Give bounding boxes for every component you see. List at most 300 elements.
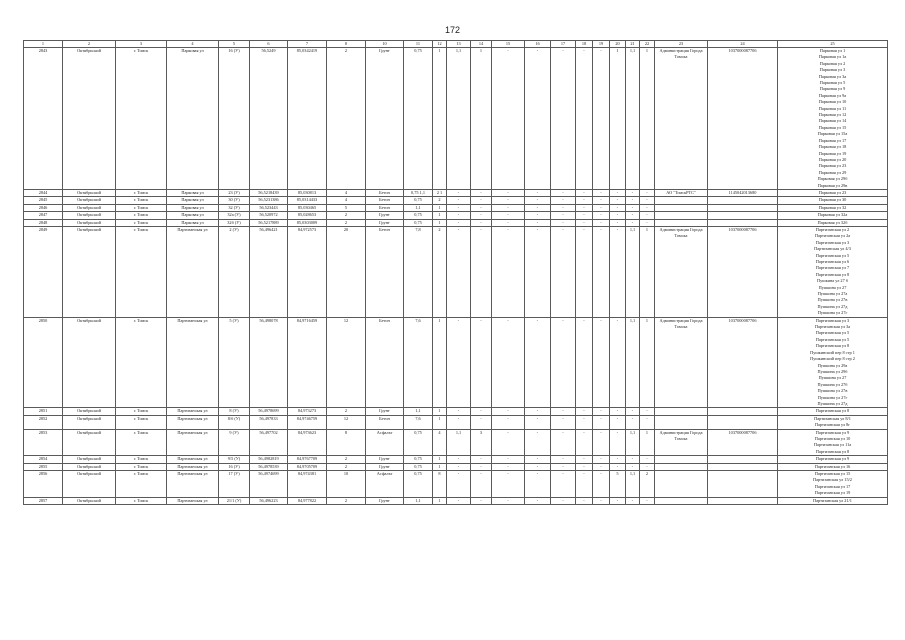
column-number: 12 xyxy=(433,41,447,48)
served-addresses-cell xyxy=(778,204,888,211)
table-cell-c17: - xyxy=(551,497,576,504)
table-cell-c23: АО "ТомскРТС" xyxy=(655,189,708,196)
table-cell-c23 xyxy=(655,197,708,204)
table-cell-c14: - xyxy=(471,497,492,504)
table-cell-c6: 56,496421 xyxy=(250,226,288,317)
table-cell-c24 xyxy=(708,408,778,415)
table-cell-c24: 1037000087706 xyxy=(708,317,778,408)
table-cell-c3: г. Томск xyxy=(116,497,167,504)
table-cell-c14: - xyxy=(471,212,492,219)
table-cell-c13: - xyxy=(447,197,471,204)
table-cell-c20: - xyxy=(610,189,626,196)
served-address: Парковая ул 23 xyxy=(818,163,847,169)
table-cell-c13: - xyxy=(447,497,471,504)
table-cell-c21: - xyxy=(626,463,640,470)
table-cell-c5: 5 (У) xyxy=(219,317,250,408)
table-cell-c14: - xyxy=(471,415,492,429)
table-cell-c6: 56,497833 xyxy=(250,415,288,429)
table-cell-c1: 2849 xyxy=(24,226,63,317)
served-address: Парковая ул 29б xyxy=(817,176,848,182)
table-cell-c17: - xyxy=(551,212,576,219)
table-cell-c18: - xyxy=(576,471,593,498)
table-cell-c16: - xyxy=(525,471,551,498)
table-cell-c10: Грунт xyxy=(366,456,404,463)
table-cell-c24 xyxy=(708,219,778,226)
table-cell-c19: - xyxy=(593,189,610,196)
table-cell-c19: - xyxy=(593,456,610,463)
table-cell-c18: - xyxy=(576,408,593,415)
table-cell-c14: - xyxy=(471,456,492,463)
table-cell-c11: 0,75 xyxy=(404,463,433,470)
served-address: Парковая ул 19 xyxy=(818,150,847,156)
table-cell-c13: 1,1 xyxy=(447,48,471,190)
table-cell-c21: 1,1 xyxy=(626,429,640,456)
table-cell-c22: - xyxy=(640,463,655,470)
table-cell-c15: - xyxy=(492,204,525,211)
served-address: Парковая ул 23 xyxy=(818,189,847,195)
table-cell-c12: 2 xyxy=(433,197,447,204)
table-cell-c14: - xyxy=(471,226,492,317)
table-cell-c12: 1 xyxy=(433,317,447,408)
table-cell-c16: - xyxy=(525,463,551,470)
table-cell-c5: 16 (У) xyxy=(219,463,250,470)
table-cell-c20: - xyxy=(610,408,626,415)
served-address: Партизанская ул 11а xyxy=(813,442,852,448)
table-cell-c6: 56,5217889 xyxy=(250,219,288,226)
table-cell-c10: Грунт xyxy=(366,463,404,470)
table-cell-c4: Партизанская ул xyxy=(167,456,219,463)
table-cell-c8: 10 xyxy=(327,471,366,498)
served-address: Партизанская ул 2а xyxy=(814,233,851,239)
table-cell-c16: - xyxy=(525,429,551,456)
served-addresses-cell xyxy=(778,415,888,429)
table-cell-c24: 1037000087706 xyxy=(708,48,778,190)
table-cell-c12: 1 xyxy=(433,456,447,463)
table-cell-c11: 0,75 xyxy=(404,429,433,456)
table-cell-c23: Администрация Города Томска xyxy=(655,48,708,190)
table-cell-c7: 84,9767709 xyxy=(288,456,327,463)
table-cell-c8: 4 xyxy=(327,197,366,204)
table-cell-c2: Октябрьский xyxy=(63,456,116,463)
table-cell-c13: - xyxy=(447,415,471,429)
table-cell-c19: - xyxy=(593,471,610,498)
served-address: Партизанская ул 2 xyxy=(815,226,850,232)
table-cell-c17: - xyxy=(551,226,576,317)
table-cell-c18: - xyxy=(576,189,593,196)
served-address: Партизанская ул 21/1 xyxy=(813,497,852,503)
table-cell-c19: - xyxy=(593,226,610,317)
table-cell-c4: Партизанская ул xyxy=(167,463,219,470)
table-cell-c13: - xyxy=(447,212,471,219)
table-cell-c6: 56,4978539 xyxy=(250,463,288,470)
column-number: 16 xyxy=(525,41,551,48)
table-cell-c22: - xyxy=(640,456,655,463)
table-cell-c4: Партизанская ул xyxy=(167,317,219,408)
table-cell-c7: 85,0314433 xyxy=(288,197,327,204)
table-cell-c17: - xyxy=(551,463,576,470)
table-cell-c13: - xyxy=(447,408,471,415)
table-cell-c24: 1145042013680 xyxy=(708,189,778,196)
table-cell-c3: г. Томск xyxy=(116,189,167,196)
table-cell-c1: 2845 xyxy=(24,197,63,204)
served-address: Партизанская ул 9 xyxy=(815,429,850,435)
table-cell-c20: - xyxy=(610,204,626,211)
table-cell-c5: 30 (У) xyxy=(219,197,250,204)
table-cell-c8: 2 xyxy=(327,219,366,226)
served-address: Парковая ул 5 xyxy=(819,80,846,86)
table-cell-c23: Администрация Города Томска xyxy=(655,429,708,456)
table-cell-c7: 84,977822 xyxy=(288,497,327,504)
table-cell-c1: 2848 xyxy=(24,219,63,226)
table-cell-c8: 20 xyxy=(327,226,366,317)
table-cell-c4: Партизанская ул xyxy=(167,408,219,415)
table-cell-c10: Грунт xyxy=(366,48,404,190)
table-cell-c4: Партизанская ул xyxy=(167,471,219,498)
served-address: Парковая ул 9а xyxy=(818,92,847,98)
table-cell-c19: - xyxy=(593,415,610,429)
served-address: Парковая ул 3а xyxy=(818,73,847,79)
served-address: Пушкина ул 27в xyxy=(817,297,848,303)
table-cell-c8: 8 xyxy=(327,429,366,456)
table-cell-c19: - xyxy=(593,219,610,226)
served-addresses-cell xyxy=(778,463,888,470)
table-cell-c11: 7,6 xyxy=(404,317,433,408)
table-cell-c13: - xyxy=(447,317,471,408)
table-cell-c4: Парковая ул xyxy=(167,212,219,219)
served-addresses-cell xyxy=(778,497,888,504)
served-address: Парковая ул 17 xyxy=(818,137,847,143)
table-cell-c22: - xyxy=(640,197,655,204)
table-cell-c6: 56,520972 xyxy=(250,212,288,219)
table-cell-c24 xyxy=(708,456,778,463)
table-cell-c21: - xyxy=(626,408,640,415)
table-cell-c22: - xyxy=(640,408,655,415)
table-cell-c18: - xyxy=(576,48,593,190)
served-address: Пушкина ул 27в xyxy=(817,388,848,394)
table-cell-c20: - xyxy=(610,415,626,429)
table-cell-c10: Асфальт xyxy=(366,429,404,456)
served-address: Пушкина ул 27г xyxy=(817,310,848,316)
table-cell-c2: Октябрьский xyxy=(63,497,116,504)
served-address: Парковая ул 18 xyxy=(818,144,847,150)
table-cell-c1: 2857 xyxy=(24,497,63,504)
table-cell-c7: 84,973623 xyxy=(288,429,327,456)
table-cell-c12: 1 xyxy=(433,415,447,429)
table-cell-c19: - xyxy=(593,408,610,415)
served-address: Пушкинский пер 8 стр 1 xyxy=(810,349,855,355)
table-cell-c21: - xyxy=(626,497,640,504)
table-cell-c7: 85,0342419 xyxy=(288,48,327,190)
table-cell-c23 xyxy=(655,471,708,498)
table-cell-c6: 56,5218439 xyxy=(250,189,288,196)
table-cell-c11: 0,75 xyxy=(404,471,433,498)
registry-table xyxy=(23,40,888,505)
table-cell-c18: - xyxy=(576,197,593,204)
served-addresses-cell xyxy=(778,219,888,226)
table-cell-c24 xyxy=(708,415,778,429)
table-cell-c7: 85,030465 xyxy=(288,204,327,211)
served-address: Парковая ул 32б xyxy=(817,219,848,225)
table-cell-c1: 2851 xyxy=(24,408,63,415)
table-cell-c14: 3 xyxy=(471,429,492,456)
table-cell-c6: 56,498078 xyxy=(250,317,288,408)
column-number: 8 xyxy=(327,41,366,48)
table-cell-c15: - xyxy=(492,415,525,429)
table-cell-c5: 32а (У) xyxy=(219,212,250,219)
table-cell-c2: Октябрьский xyxy=(63,226,116,317)
table-row xyxy=(24,226,888,317)
served-address: Пушкина ул 29б xyxy=(817,368,848,374)
table-cell-c15: - xyxy=(492,48,525,190)
table-cell-c7: 84,9716459 xyxy=(288,317,327,408)
table-cell-c17: - xyxy=(551,408,576,415)
table-cell-c17: - xyxy=(551,197,576,204)
table-cell-c4: Парковая ул xyxy=(167,197,219,204)
served-address: Партизанская ул 3 xyxy=(815,317,850,323)
table-cell-c18: - xyxy=(576,219,593,226)
table-cell-c14: 1 xyxy=(471,48,492,190)
table-cell-c2: Октябрьский xyxy=(63,415,116,429)
table-cell-c6: 56,5249 xyxy=(250,48,288,190)
table-cell-c21: 1,1 xyxy=(626,48,640,190)
table-cell-c16: - xyxy=(525,456,551,463)
table-cell-c1: 2852 xyxy=(24,415,63,429)
table-cell-c14: - xyxy=(471,463,492,470)
table-cell-c22: - xyxy=(640,219,655,226)
column-number: 17 xyxy=(551,41,576,48)
table-cell-c2: Октябрьский xyxy=(63,463,116,470)
table-cell-c4: Партизанская ул xyxy=(167,497,219,504)
table-cell-c5: 32б (У) xyxy=(219,219,250,226)
table-row xyxy=(24,463,888,470)
table-row xyxy=(24,204,888,211)
table-cell-c1: 2856 xyxy=(24,471,63,498)
table-cell-c15: - xyxy=(492,408,525,415)
table-cell-c23 xyxy=(655,212,708,219)
table-cell-c1: 2846 xyxy=(24,204,63,211)
table-cell-c10: Бетон xyxy=(366,197,404,204)
table-cell-c18: - xyxy=(576,497,593,504)
served-address: Партизанская ул 8 xyxy=(815,271,850,277)
table-cell-c5: 17 (У) xyxy=(219,471,250,498)
served-address: Пушкина ул 29а xyxy=(817,362,848,368)
served-address: Партизанская ул 9 xyxy=(815,456,850,462)
table-cell-c7: 85,028653 xyxy=(288,212,327,219)
table-cell-c20: - xyxy=(610,456,626,463)
table-cell-c17: - xyxy=(551,219,576,226)
table-cell-c4: Партизанская ул xyxy=(167,226,219,317)
table-cell-c17: - xyxy=(551,317,576,408)
table-cell-c11: 7,6 xyxy=(404,415,433,429)
table-row xyxy=(24,415,888,429)
column-number: 19 xyxy=(593,41,610,48)
table-cell-c20: - xyxy=(610,219,626,226)
table-cell-c20: - xyxy=(610,212,626,219)
table-cell-c19: - xyxy=(593,197,610,204)
table-cell-c16: - xyxy=(525,317,551,408)
column-number: 3 xyxy=(116,41,167,48)
table-cell-c6: 56,4974699 xyxy=(250,471,288,498)
table-cell-c21: - xyxy=(626,189,640,196)
table-cell-c10: Бетон xyxy=(366,415,404,429)
table-cell-c19: - xyxy=(593,204,610,211)
table-cell-c12: 1 xyxy=(433,408,447,415)
table-cell-c17: - xyxy=(551,189,576,196)
table-cell-c5: 2 (У) xyxy=(219,226,250,317)
table-cell-c1: 2847 xyxy=(24,212,63,219)
served-address: Пушкина ул 27б xyxy=(817,381,848,387)
table-cell-c10: Грунт xyxy=(366,497,404,504)
served-address: Парковая ул 29 xyxy=(818,169,847,175)
table-cell-c19: - xyxy=(593,463,610,470)
table-cell-c16: - xyxy=(525,226,551,317)
table-cell-c16: - xyxy=(525,415,551,429)
served-address: Партизанская ул 8 xyxy=(815,408,850,414)
table-cell-c18: - xyxy=(576,226,593,317)
table-cell-c3: г. Томск xyxy=(116,408,167,415)
table-cell-c23 xyxy=(655,497,708,504)
table-cell-c24 xyxy=(708,463,778,470)
table-cell-c15: - xyxy=(492,429,525,456)
table-cell-c21: 1,1 xyxy=(626,471,640,498)
table-cell-c3: г. Томск xyxy=(116,415,167,429)
table-cell-c4: Партизанская ул xyxy=(167,429,219,456)
table-cell-c20: - xyxy=(610,497,626,504)
table-cell-c8: 12 xyxy=(327,415,366,429)
table-cell-c18: - xyxy=(576,212,593,219)
table-cell-c14: - xyxy=(471,219,492,226)
served-address: Парковая ул 1а xyxy=(818,54,847,60)
table-cell-c7: 84,973273 xyxy=(288,408,327,415)
table-cell-c6: 56,523443 xyxy=(250,204,288,211)
table-cell-c8: 2 xyxy=(327,212,366,219)
served-address: Парковая ул 15а xyxy=(817,131,848,137)
table-cell-c3: г. Томск xyxy=(116,48,167,190)
column-number: 21 xyxy=(626,41,640,48)
table-cell-c15: - xyxy=(492,212,525,219)
page-number: 172 xyxy=(444,25,461,35)
table-cell-c4: Парковая ул xyxy=(167,204,219,211)
table-cell-c15: - xyxy=(492,219,525,226)
table-cell-c5: 21/1 (У) xyxy=(219,497,250,504)
table-cell-c20: - xyxy=(610,317,626,408)
table-cell-c1: 2855 xyxy=(24,463,63,470)
served-address: Пушкина ул 27а xyxy=(817,291,848,297)
table-cell-c4: Партизанская ул xyxy=(167,415,219,429)
table-cell-c7: 85,0303009 xyxy=(288,219,327,226)
table-cell-c13: - xyxy=(447,204,471,211)
table-cell-c21: - xyxy=(626,212,640,219)
table-cell-c8: 12 xyxy=(327,317,366,408)
table-cell-c11: 7,8 xyxy=(404,226,433,317)
table-cell-c21: 1,1 xyxy=(626,317,640,408)
served-address: Парковая ул 30 xyxy=(818,197,847,203)
served-address: Партизанская ул 17 xyxy=(814,483,851,489)
table-cell-c13: - xyxy=(447,463,471,470)
table-cell-c3: г. Томск xyxy=(116,317,167,408)
table-cell-c17: - xyxy=(551,456,576,463)
table-cell-c2: Октябрьский xyxy=(63,408,116,415)
table-cell-c11: 0,75 xyxy=(404,197,433,204)
served-address: Партизанская ул 5 xyxy=(815,336,850,342)
column-number: 5 xyxy=(219,41,250,48)
table-cell-c20: 5 xyxy=(610,471,626,498)
table-cell-c13: - xyxy=(447,471,471,498)
table-cell-c17: - xyxy=(551,204,576,211)
table-cell-c17: - xyxy=(551,471,576,498)
table-cell-c17: - xyxy=(551,415,576,429)
table-cell-c21: - xyxy=(626,204,640,211)
served-addresses-cell xyxy=(778,456,888,463)
column-number: 2 xyxy=(63,41,116,48)
served-addresses-cell xyxy=(778,429,888,456)
column-number: 4 xyxy=(167,41,219,48)
table-cell-c1: 2850 xyxy=(24,317,63,408)
table-cell-c22: - xyxy=(640,497,655,504)
served-address: Парковая ул 29в xyxy=(817,182,848,188)
table-cell-c14: - xyxy=(471,204,492,211)
table-cell-c13: 1,1 xyxy=(447,429,471,456)
table-cell-c22: 1 xyxy=(640,48,655,190)
table-cell-c4: Парковая ул xyxy=(167,219,219,226)
table-cell-c22: - xyxy=(640,189,655,196)
table-cell-c13: - xyxy=(447,219,471,226)
table-cell-c10: Грунт xyxy=(366,219,404,226)
table-cell-c10: Бетон xyxy=(366,189,404,196)
table-cell-c15: - xyxy=(492,189,525,196)
table-cell-c19: - xyxy=(593,429,610,456)
table-cell-c22: - xyxy=(640,415,655,429)
table-cell-c16: - xyxy=(525,408,551,415)
table-cell-c24 xyxy=(708,212,778,219)
table-cell-c14: - xyxy=(471,471,492,498)
column-number: 7 xyxy=(288,41,327,48)
column-number: 11 xyxy=(404,41,433,48)
table-cell-c13: - xyxy=(447,226,471,317)
served-address: Пушкина ул 27 xyxy=(818,284,847,290)
served-address: Партизанская ул 15 xyxy=(814,471,851,476)
table-cell-c8: 2 xyxy=(327,408,366,415)
table-cell-c18: - xyxy=(576,415,593,429)
served-address: Партизанская ул 8г xyxy=(814,422,851,428)
served-address: Партизанская ул 19 xyxy=(814,490,851,496)
table-cell-c16: - xyxy=(525,48,551,190)
table-cell-c24 xyxy=(708,197,778,204)
table-cell-c16: - xyxy=(525,189,551,196)
table-cell-c7: 85,030813 xyxy=(288,189,327,196)
table-cell-c1: 2844 xyxy=(24,189,63,196)
table-cell-c20: - xyxy=(610,226,626,317)
table-cell-c21: - xyxy=(626,415,640,429)
table-cell-c15: - xyxy=(492,471,525,498)
table-cell-c18: - xyxy=(576,463,593,470)
table-cell-c12: 2 1 xyxy=(433,189,447,196)
table-cell-c22: 1 xyxy=(640,226,655,317)
table-cell-c20: - xyxy=(610,429,626,456)
table-row xyxy=(24,219,888,226)
served-addresses-cell xyxy=(778,226,888,317)
table-cell-c11: 0,75 xyxy=(404,219,433,226)
served-address: Партизанская ул 8/1 xyxy=(814,415,851,421)
table-cell-c23 xyxy=(655,463,708,470)
column-number: 14 xyxy=(471,41,492,48)
table-cell-c18: - xyxy=(576,456,593,463)
column-number: 15 xyxy=(492,41,525,48)
table-cell-c8: 2 xyxy=(327,456,366,463)
served-address: Парковая ул 1 xyxy=(819,48,846,53)
table-cell-c20: - xyxy=(610,463,626,470)
served-address: Пушкина ул 27 б xyxy=(817,278,848,284)
